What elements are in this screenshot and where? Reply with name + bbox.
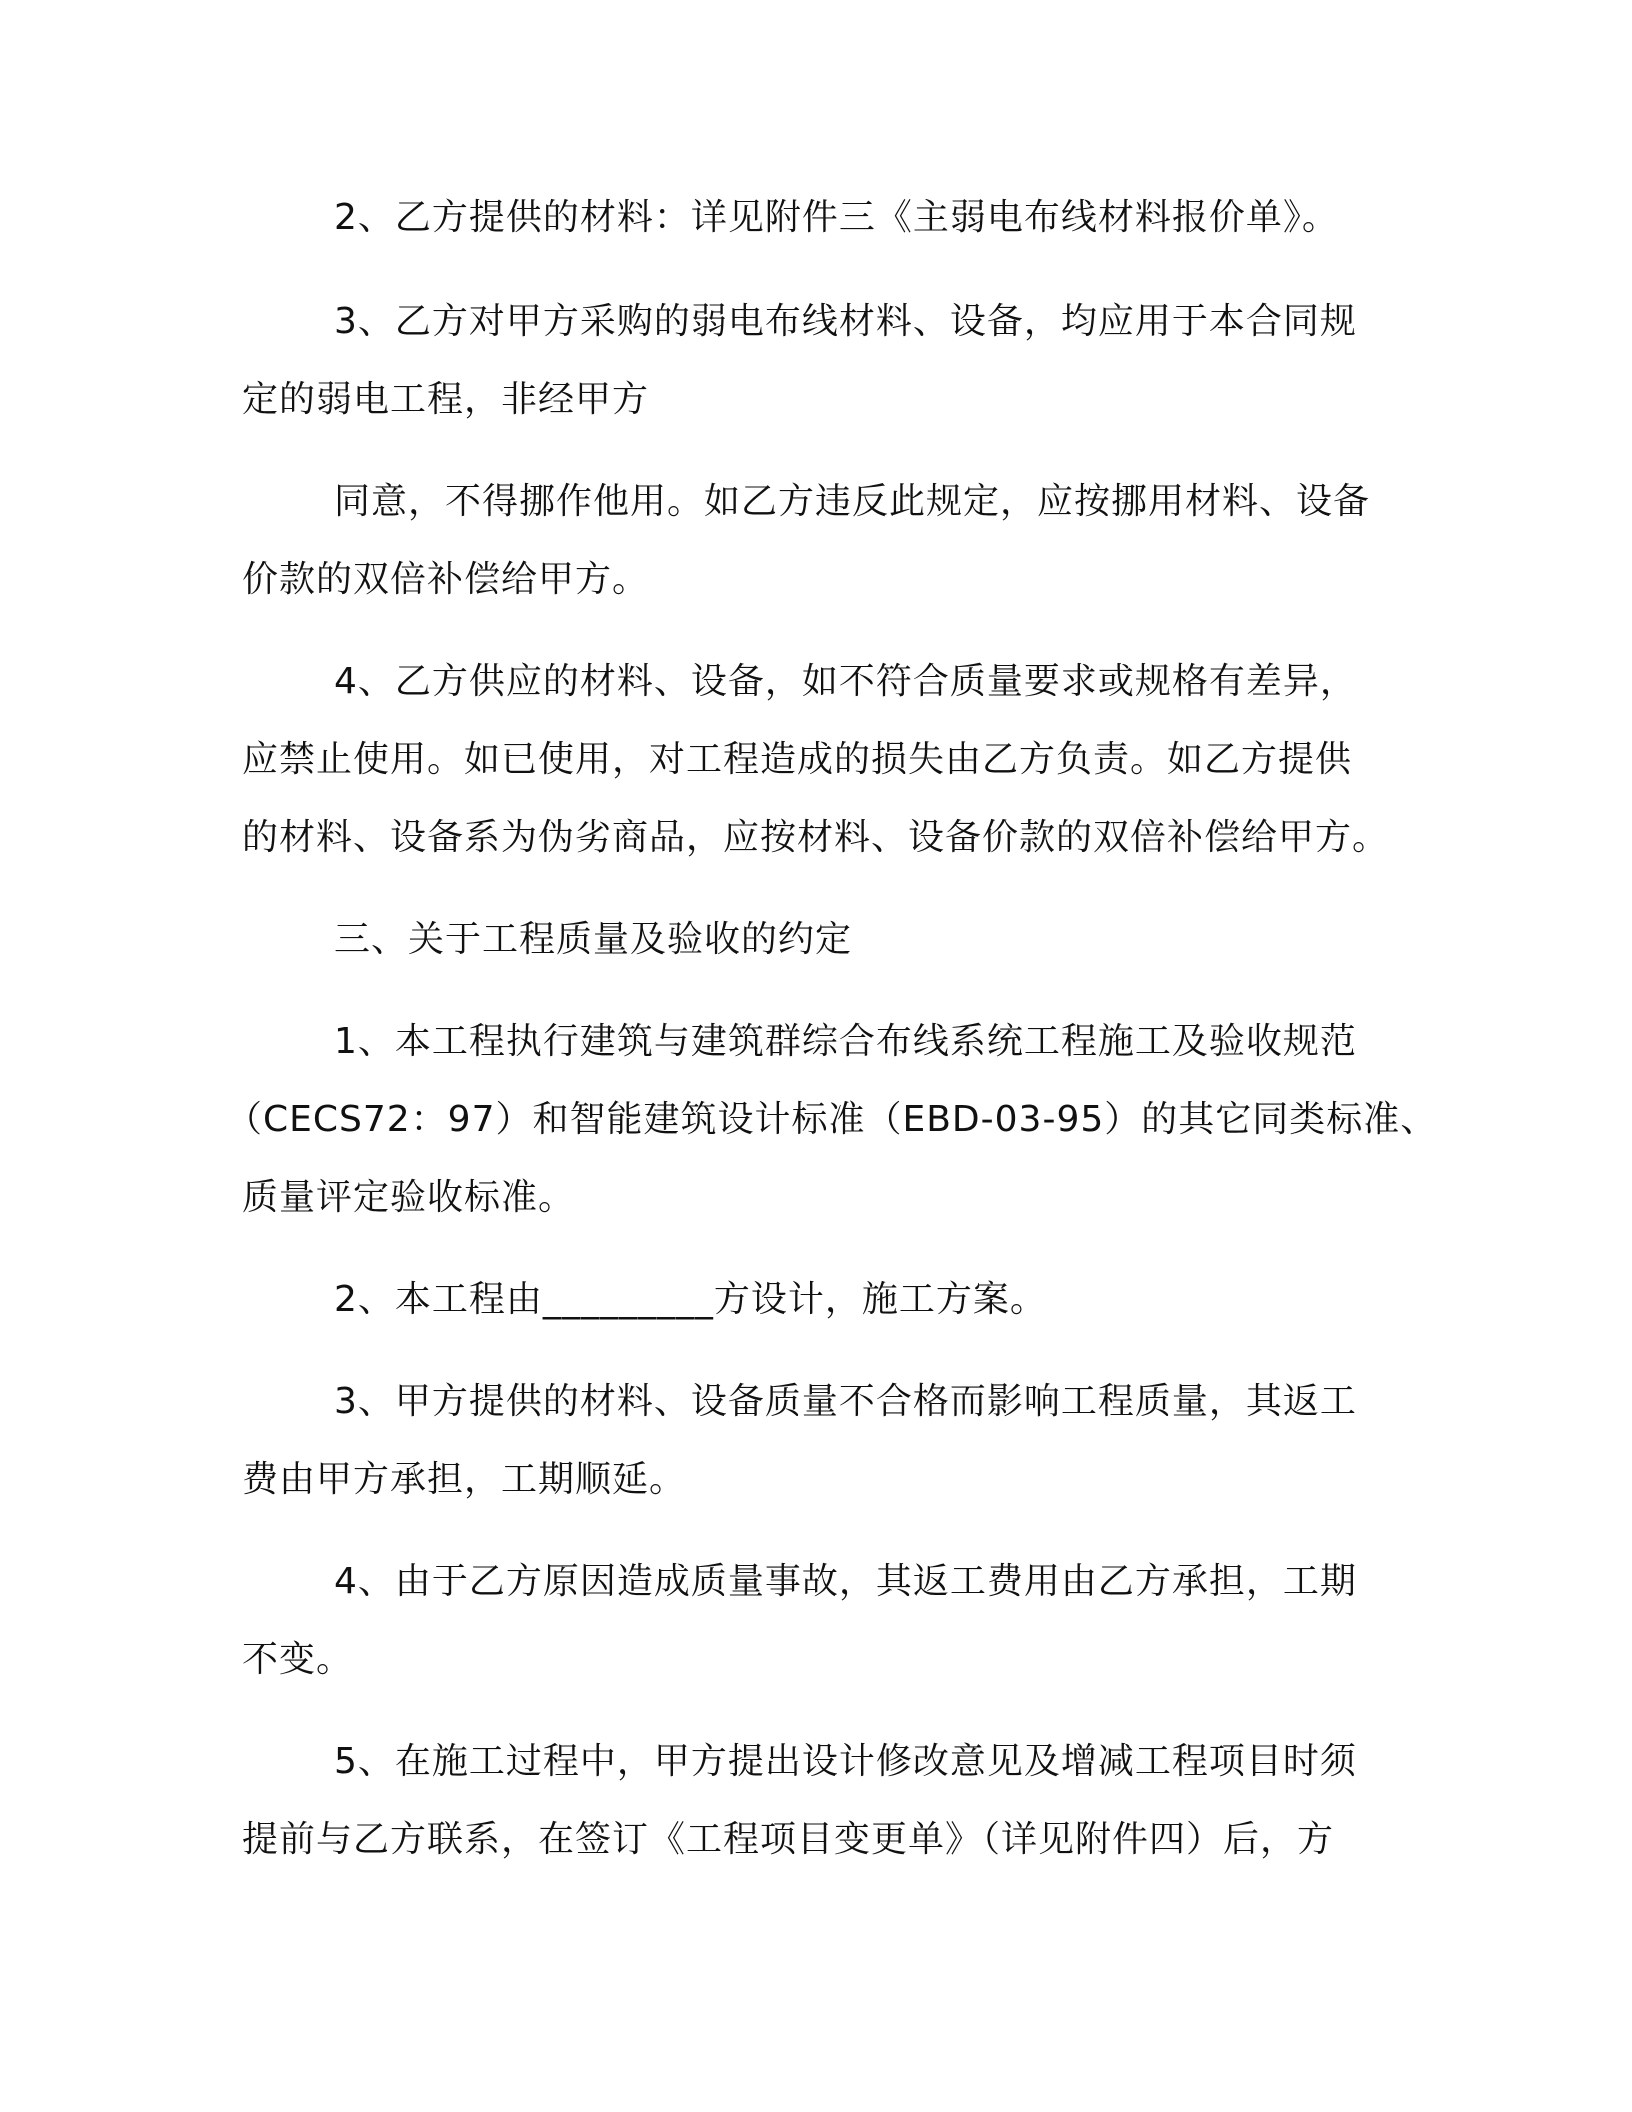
text-line: 价款的双倍补偿给甲方。 [242, 559, 650, 600]
text-line: 4、乙方供应的材料、设备，如不符合质量要求或规格有差异， [334, 661, 1357, 702]
text-line: 5、在施工过程中，甲方提出设计修改意见及增减工程项目时须 [334, 1741, 1357, 1782]
text-line: 1、本工程执行建筑与建筑群综合布线系统工程施工及验收规范 [334, 1021, 1357, 1062]
text-line: 2、乙方提供的材料：详见附件三《主弱电布线材料报价单》。 [334, 197, 1339, 238]
text-line: 2、本工程由_________方设计，施工方案。 [334, 1279, 1047, 1320]
text-line: 不变。 [242, 1639, 354, 1680]
text-line: 质量评定验收标准。 [242, 1177, 576, 1218]
text-line: 3、甲方提供的材料、设备质量不合格而影响工程质量，其返工 [334, 1381, 1357, 1422]
text-line: （CECS72：97）和智能建筑设计标准（EBD-03-95）的其它同类标准、 [226, 1099, 1438, 1140]
text-line: 提前与乙方联系，在签订《工程项目变更单》（详见附件四）后，方 [242, 1819, 1335, 1860]
text-line: 定的弱电工程，非经甲方 [242, 379, 650, 420]
text-line: 3、乙方对甲方采购的弱电布线材料、设备，均应用于本合同规 [334, 301, 1357, 342]
text-line: 4、由于乙方原因造成质量事故，其返工费用由乙方承担，工期 [334, 1561, 1357, 1602]
text-line: 的材料、设备系为伪劣商品，应按材料、设备价款的双倍补偿给甲方。 [242, 817, 1390, 858]
section-heading: 三、关于工程质量及验收的约定 [334, 919, 853, 960]
text-line: 应禁止使用。如已使用，对工程造成的损失由乙方负责。如乙方提供 [242, 739, 1353, 780]
text-line: 费由甲方承担，工期顺延。 [242, 1459, 687, 1500]
text-line: 同意，不得挪作他用。如乙方违反此规定，应按挪用材料、设备 [334, 481, 1371, 522]
